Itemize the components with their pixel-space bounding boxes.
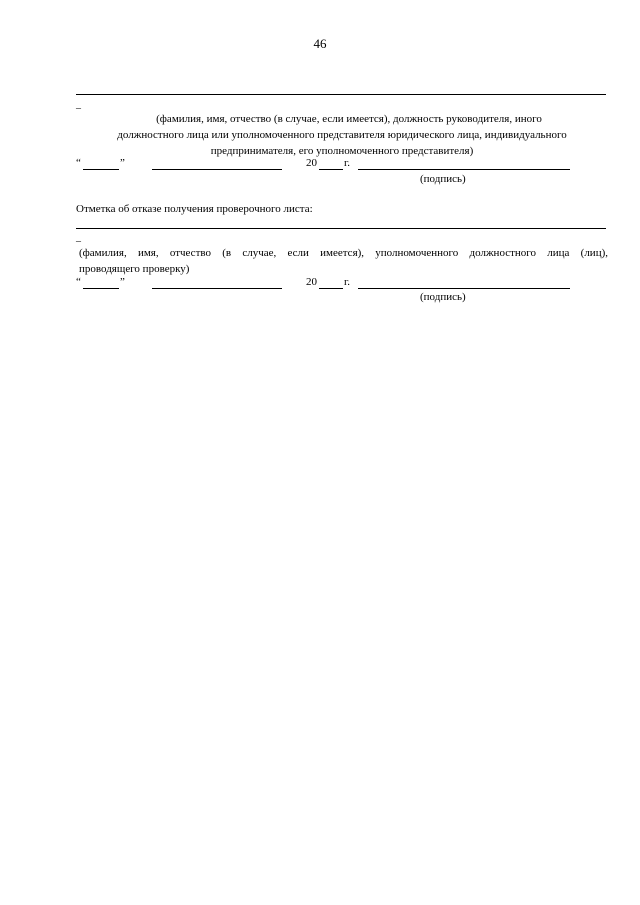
month-blank (152, 169, 282, 170)
page-number: 46 (313, 36, 327, 51)
date-signature-row-2 (76, 276, 608, 292)
signature-blank (358, 169, 570, 170)
date-open-quote: “ (76, 157, 81, 169)
date-signature-row-1 (76, 157, 608, 173)
fullname-caption-2-line-2: проводящего проверку) (79, 263, 190, 275)
date-close-quote: ” (120, 157, 125, 169)
date-open-quote: “ (76, 276, 81, 288)
year-blank (319, 288, 343, 289)
fullname-caption-1 (76, 111, 608, 159)
fullname-line-1 (76, 94, 606, 95)
signature-caption-1: (подпись) (420, 173, 466, 185)
day-blank (83, 169, 119, 170)
month-blank (152, 288, 282, 289)
line-continuation-dash-1: _ (76, 99, 81, 110)
year-prefix: 20 (306, 276, 317, 288)
day-blank (83, 288, 119, 289)
year-blank (319, 169, 343, 170)
fullname-caption-1-line-3: предпринимателя, его уполномоченного представителя) (210, 145, 474, 157)
fullname-line-2 (76, 228, 606, 229)
year-suffix: г. (344, 157, 351, 169)
refusal-label: Отметка об отказе получения проверочного листа: (76, 203, 313, 215)
fullname-caption-1-line-1: (фамилия, имя, отчество (в случае, если имеется), должность руководителя, иного (156, 113, 542, 125)
fullname-caption-2 (76, 245, 608, 277)
signature-blank (358, 288, 570, 289)
signature-caption-2: (подпись) (420, 291, 466, 303)
line-continuation-dash-2: _ (76, 232, 81, 243)
fullname-caption-2-line-1: (фамилия, имя, отчество (в случае, если имеется), уполномоченного должностного лица (лиц), (79, 247, 608, 259)
year-suffix: г. (344, 276, 351, 288)
year-prefix: 20 (306, 157, 317, 169)
fullname-caption-1-line-2: должностного лица или уполномоченного представителя юридического лица, индивидуального (117, 129, 567, 141)
date-close-quote: ” (120, 276, 125, 288)
